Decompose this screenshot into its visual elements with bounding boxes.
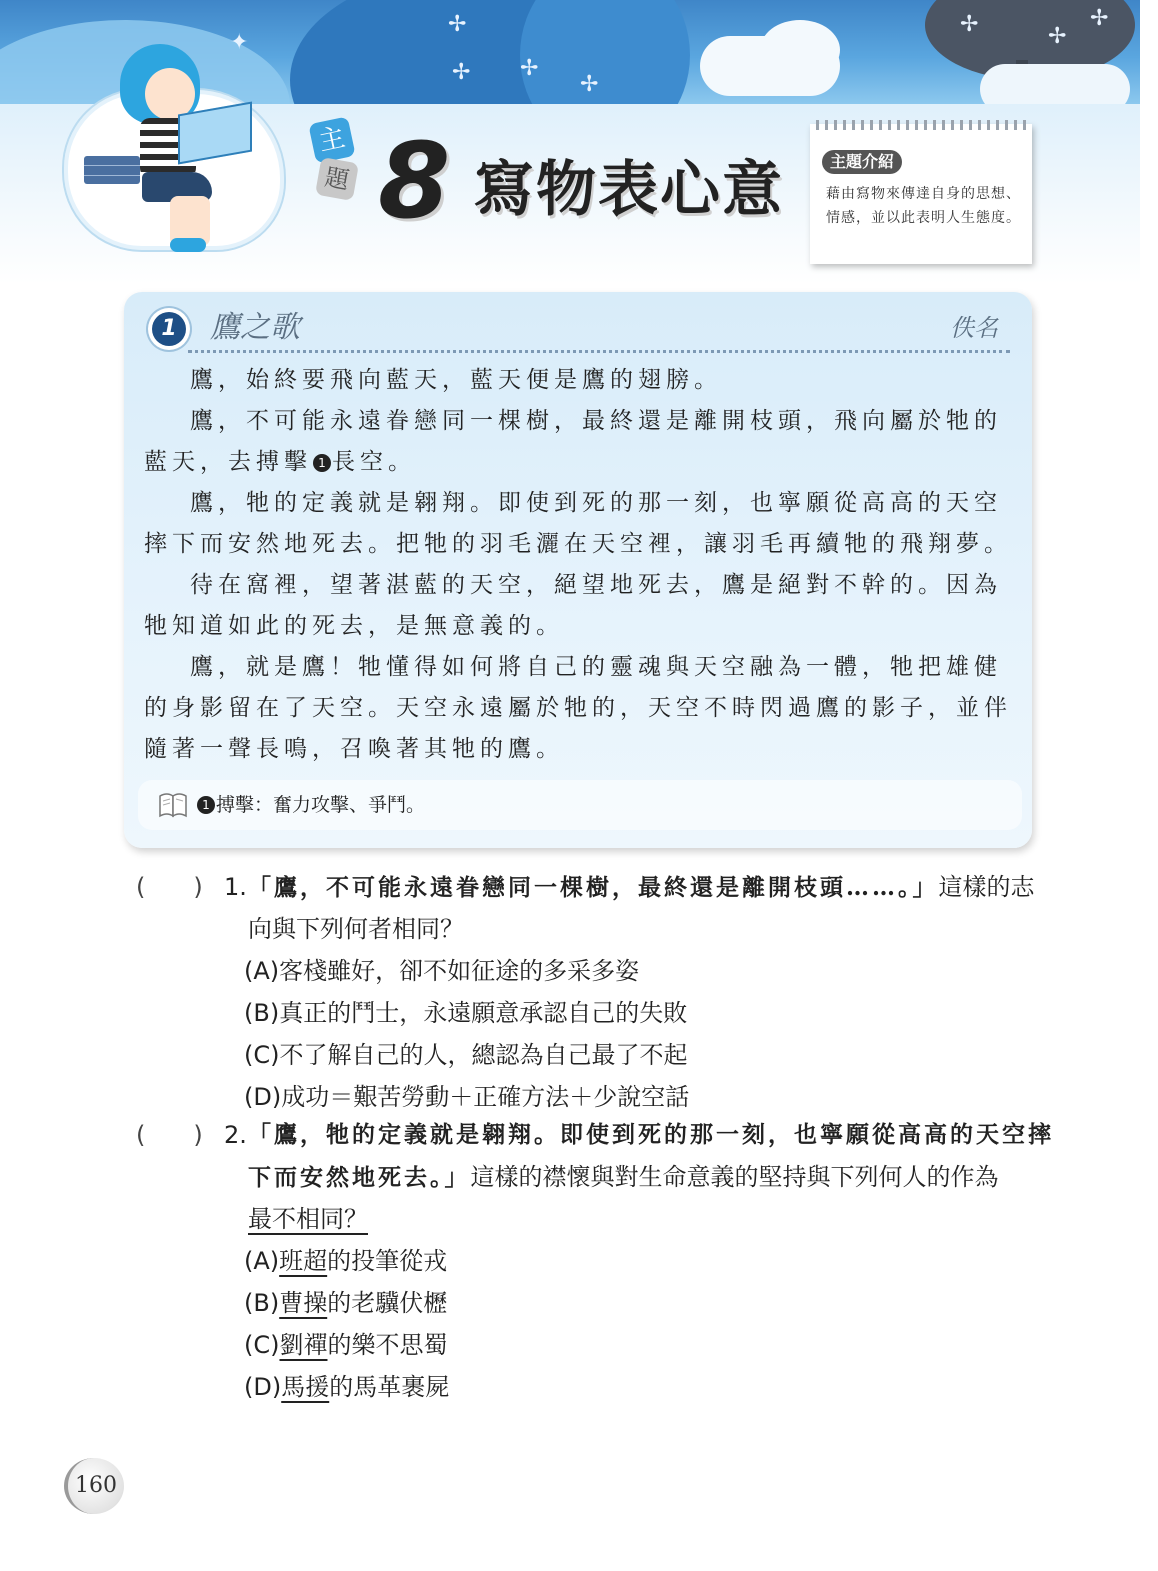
star-icon: ✢	[960, 12, 979, 37]
star-icon: ✢	[452, 60, 471, 85]
theme-badge-bottom: 題	[315, 157, 359, 201]
question-1	[136, 866, 1036, 1116]
question-text: 這樣的志	[938, 873, 1035, 901]
question-number: 2.	[224, 1121, 247, 1149]
answer-blank[interactable]: ( )	[136, 873, 203, 901]
star-icon: ✢	[448, 12, 467, 37]
option-prefix: (C)	[244, 1331, 280, 1359]
star-icon: ✢	[520, 56, 539, 81]
option-text: 的投筆從戎	[327, 1247, 448, 1275]
option-d[interactable]: (D)成功＝艱苦勞動＋正確方法＋少說空話	[244, 1083, 690, 1111]
question-text: 這樣的襟懷與對生命意義的堅持與下列何人的作為	[470, 1163, 999, 1191]
option-a[interactable]	[244, 1240, 447, 1282]
girl-shoes	[170, 238, 206, 252]
reading-passage-box	[124, 292, 1032, 848]
question-quote	[248, 1114, 1054, 1156]
emphasis-underline: 最不相同？	[248, 1205, 368, 1233]
theme-badge-top: 主	[308, 116, 355, 163]
option-b[interactable]	[244, 1282, 447, 1324]
option-text: 的老驥伏櫪	[327, 1289, 448, 1317]
person-name: 劉禪	[279, 1331, 328, 1359]
person-name: 馬援	[281, 1373, 330, 1401]
question-2	[136, 1114, 1054, 1414]
question-quote-text: 「鷹，牠的定義就是翱翔。即使到死的那一刻，也寧願從高高的天空摔	[248, 1121, 1054, 1148]
footnote-bar	[138, 780, 1022, 830]
option-c[interactable]	[244, 1324, 447, 1366]
reading-number: 1	[152, 312, 186, 346]
theme-intro-text: 藉由寫物來傳達自身的思想、情感，並以此表明人生態度。	[826, 186, 1021, 226]
star-icon: ✢	[580, 72, 599, 97]
option-text: 的馬革裹屍	[329, 1373, 450, 1401]
paragraph: 鷹，牠的定義就是翱翔。即使到死的那一刻，也寧願從高高的天空摔下而安然地死去。把牠的羽毛灑在天空裡，讓羽毛再續牠的飛翔夢。	[144, 490, 1012, 557]
paragraph	[144, 401, 1014, 483]
star-icon: ✢	[1090, 6, 1109, 31]
person-name: 班超	[279, 1247, 328, 1275]
reading-author: 佚名	[950, 314, 998, 342]
option-prefix: (B)	[244, 1289, 280, 1317]
option-b[interactable]: (B)真正的鬥士，永遠願意承認自己的失敗	[244, 999, 688, 1027]
question-number: 1.	[224, 873, 247, 901]
open-book-icon	[158, 790, 188, 818]
theme-badge	[312, 120, 360, 200]
paragraph: 鷹，始終要飛向藍天，藍天便是鷹的翅膀。	[190, 367, 722, 393]
question-text: 向與下列何者相同？	[248, 915, 464, 943]
paragraph: 待在窩裡，望著湛藍的天空，絕望地死去，鷹是絕對不幹的。因為牠知道如此的死去，是無意義的。	[144, 572, 1002, 639]
star-icon: ✦	[230, 30, 249, 55]
paragraph-text: 長空。	[332, 449, 416, 475]
option-c[interactable]: (C)不了解自己的人，總認為自己最了不起	[244, 1041, 688, 1069]
theme-intro-note	[810, 124, 1032, 264]
question-stem	[248, 866, 1035, 909]
cloud-shape	[760, 20, 840, 80]
paragraph: 鷹，就是鷹！牠懂得如何將自己的靈魂與天空融為一體，牠把雄健的身影留在了天空。天空永遠屬於牠的，天空不時閃過鷹的影子，並伴隨著一聲長鳴，召喚著其牠的鷹。	[144, 654, 1012, 762]
book-stack-icon	[84, 156, 140, 184]
question-text	[248, 1198, 368, 1240]
spiral-binding	[816, 120, 1026, 130]
question-quote: 「鷹，不可能永遠眷戀同一棵樹，最終還是離開枝頭……。」	[248, 874, 939, 901]
page-number: 160	[64, 1458, 124, 1514]
option-prefix: (D)	[244, 1373, 282, 1401]
answer-blank[interactable]: ( )	[136, 1121, 203, 1149]
option-a[interactable]: (A)客棧雖好，卻不如征途的多采多姿	[244, 957, 640, 985]
chapter-title: 寫物表心意	[474, 155, 784, 225]
moon-shape	[520, 0, 690, 104]
dotted-divider	[188, 350, 1010, 353]
star-icon: ✢	[1048, 24, 1067, 49]
footnote	[196, 790, 696, 820]
question-quote: 下而安然地死去。」	[248, 1164, 471, 1191]
chapter-number: 8	[378, 120, 451, 242]
person-name: 曹操	[279, 1289, 328, 1317]
reading-title: 鷹之歌	[210, 310, 300, 345]
paragraph-text: 鷹，不可能永遠眷戀同一棵樹，最終還是離開枝頭，飛向屬於牠的藍天，去搏擊	[144, 408, 1002, 475]
question-stem	[248, 1156, 999, 1199]
option-prefix: (A)	[244, 1247, 280, 1275]
cloud-shape	[980, 64, 1130, 104]
footnote-text: 搏擊：奮力攻擊、爭鬥。	[216, 794, 426, 816]
option-text: 的樂不思蜀	[327, 1331, 448, 1359]
footnote-marker: 1	[197, 796, 215, 814]
option-d[interactable]	[244, 1366, 449, 1408]
footnote-marker: 1	[313, 454, 331, 472]
theme-intro-tag: 主題介紹	[822, 150, 902, 174]
